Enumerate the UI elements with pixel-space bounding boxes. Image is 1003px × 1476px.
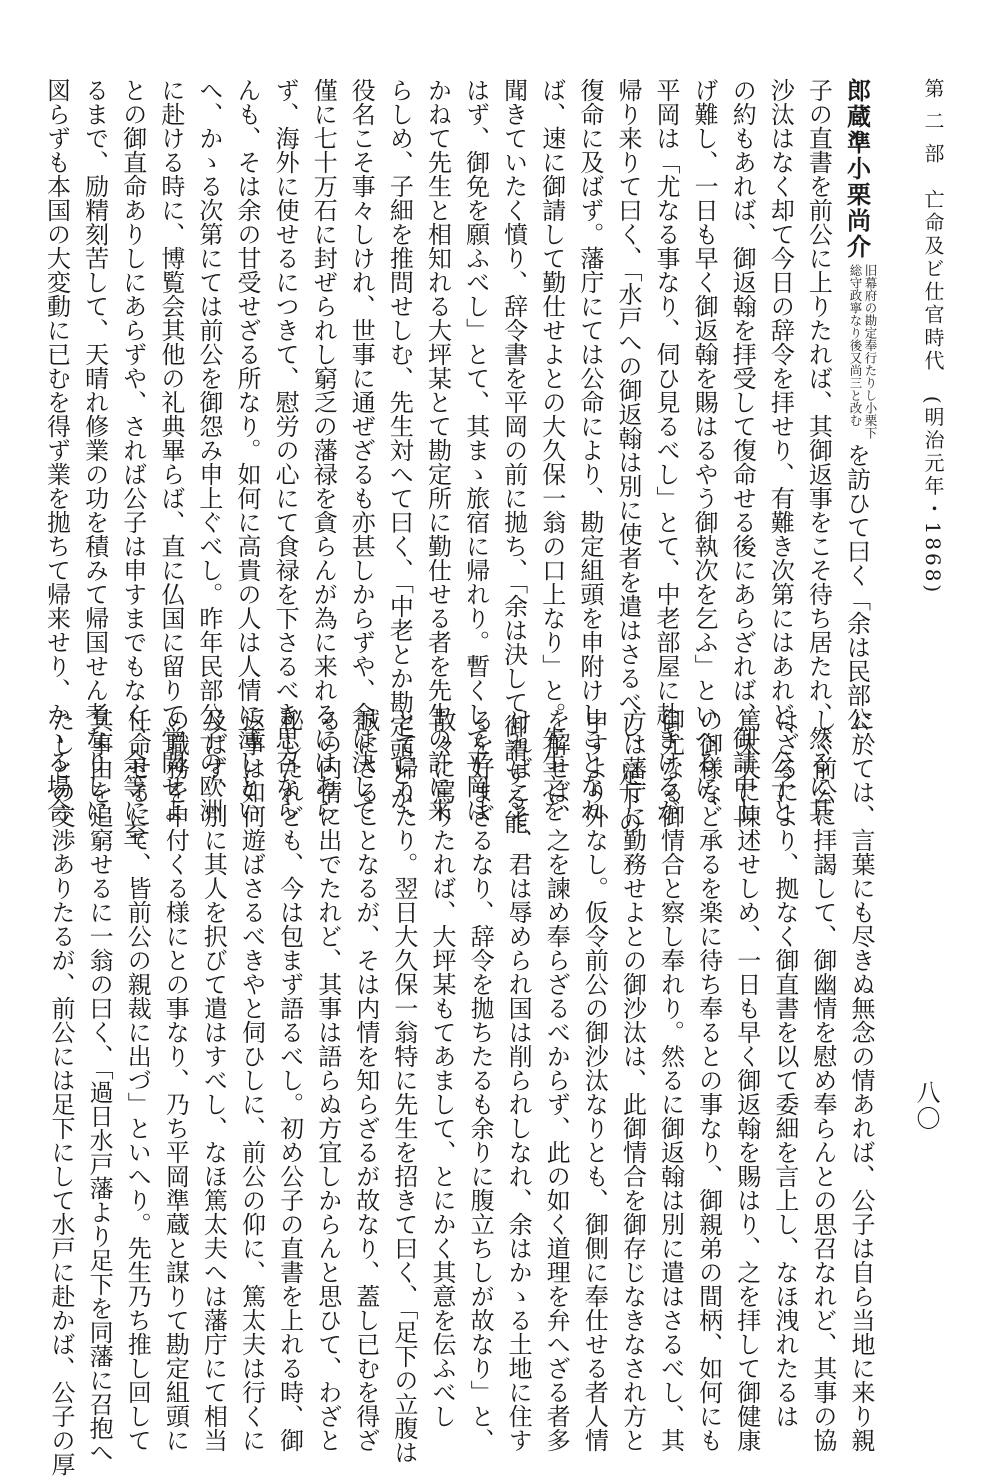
text-line: はざるにより、拠なく御直書を以て委細を言上し、なほ洩れたるは (770, 708, 799, 1428)
text-line: の職務を申付くる様にとの事なり、乃ち平岡準蔵と謀りて勘定組頭に (161, 708, 190, 1452)
text-line: 及ばず、別に其人を択びて遣はすべし、なほ篤太夫へは藩庁にて相当 (199, 708, 228, 1452)
note-line: 旧幕府の勘定奉行たりし小栗下 (863, 264, 878, 439)
text-line: 子の直書を前公に上りたれば、其御返事をこそ待ち居たれ、然るに其 (804, 78, 833, 822)
text-line: 任命せるにて、皆前公の親裁に出づ」といへり。先生乃ち推し回して (123, 708, 152, 1452)
text-line: に赴ける時に、博覧会其他の礼典畢らば、直に仏国に留りて学問せよ (156, 78, 185, 822)
text-line: ければこそ、君は辱められ国は削られしなれ、余はかゝる土地に住す (504, 708, 533, 1452)
text-line: 帰り来りて曰く、「水戸への御返翰は別に使者を遣はさるべし、足下の (613, 78, 642, 834)
text-line: 聞きていたく憤り、辞令書を平岡の前に拋ち、「余は決して御請する能 (499, 78, 528, 834)
text-line-rest: を訪ひて曰く「余は民部公 (842, 443, 871, 731)
text-line: ば、速に御請して勤仕せよとの大久保一翁の口上なり」と。先生之を (537, 78, 566, 822)
text-line: るの内情に出でたれど、其事は語らぬ方宜しからんと思ひて、わざと (313, 708, 342, 1452)
text-line: 図らずも本国の大変動に已むを得ず業を拋ちて帰来せり、かゝる場合 (42, 78, 71, 822)
text-line: げ難し、一日も早く御返翰を賜はるやう御執次を乞ふ」といへるに、 (690, 78, 719, 822)
text-line: 沙汰はなく却て今日の辞令を拝せり、有難き次第にはあれど、公子と (766, 78, 795, 822)
text-line: 復命に及ばず。藩庁にては公命により、勘定組頭を申附けしことなれ (575, 78, 604, 822)
text-line: へ、かゝる次第にては前公を御怨み申上ぐべし。昨年民部公子の欧洲 (194, 78, 223, 822)
text-line: 僅に七十万石に封ぜられし窮乏の藩禄を貪らんが為に来れるにはあら (309, 78, 338, 822)
text-line: 篤太夫に陳述せしめ、一日も早く御返翰を賜はり、之を拝して御健康 (732, 708, 761, 1452)
lower-lines (42, 708, 880, 1476)
text-line-first (837, 78, 878, 731)
text-line: んも、そは余の甘受せざる所なり。如何に高貴の人は人情に薄しとい (233, 78, 261, 822)
text-line: 返事は如何遊ばさるべきやと伺ひしに、前公の仰に、篤太夫は行くに (237, 708, 266, 1452)
text-line: の御様など承るを楽に待ち奉るとの事なり、御親弟の間柄、如何にも (694, 708, 723, 1452)
text-line: とて帰りたり。翌日大久保一翁特に先生を招きて曰く、「足下の立腹は (389, 708, 418, 1464)
text-line: を解せば、之を諫め奉らざるべからず、此の如く道理を弁へざる者多 (542, 708, 571, 1452)
text-line: るまで、励精刻苦して、天晴れ修業の功を積みて帰国せん考なりしに (80, 78, 109, 822)
text-line: 散々に罵りたれば、大坪某もてあまして、とにかく其意を伝ふべし (427, 708, 456, 1428)
page-number: 八〇 (912, 1080, 940, 1132)
text-line: しく前公に拝謁して、御幽情を慰め奉らんとの思召なれど、其事の協 (808, 708, 837, 1452)
text-line: 其事由を追窮せるに一翁の曰く、「過日水戸藩より足下を同藩に召抱へ (85, 708, 114, 1464)
text-line: るを好まざるなり、辞令を拋ちたるも余りに腹立ちしが故なり」と、 (466, 708, 495, 1452)
upper-text-block (42, 78, 878, 846)
text-line: かねて先生と相知れる大坪某とて勘定所に勤仕せる者を先生の許に来 (423, 78, 452, 822)
text-line: 方は藩庁に勤務せよとの御沙汰は、此御情合を御存じなきなされ方と (618, 708, 647, 1452)
text-line: との御直命ありしにあらずや、されば公子は申すまでもなく、余等に至 (118, 78, 147, 846)
warichu-note (848, 264, 878, 439)
lower-text-block (47, 708, 880, 1476)
text-line: 誠にさることなるが、そは内情を知らざるが故なり、蓋し已むを得ざ (351, 708, 380, 1452)
text-line: 平岡は「尤なる事なり、伺ひ見るべし」とて、中老部屋に赴きけるが (652, 78, 681, 822)
text-line: たしとの交渉ありたるが、前公には足下にして水戸に赴かば、公子の厚 (47, 708, 76, 1476)
upper-lines (37, 78, 837, 846)
text-line: 秘したれども、今は包まず語るべし。初め公子の直書を上れる時、御 (275, 708, 304, 1452)
note-line: 総守政寧なり後又尚三と改む (848, 264, 863, 427)
text-line: に於ては、言葉にも尽きぬ無念の情あれば、公子は自ら当地に来り親 (847, 708, 875, 1452)
text-line: はず、御免を願ふべし」とて、其まゝ旅宿に帰れり。暫くして平岡は (461, 78, 490, 822)
text-line: らしめ、子細を推問せしむ、先生対へて曰く、「中老とか勘定頭とか、 (385, 78, 414, 834)
text-line: 役名こそ事々しけれ、世事に通ぜざるも亦甚しからずや、余は決して (347, 78, 376, 822)
running-header: 第 二 部 亡命及ビ仕官時代 (明治元年・1868) (921, 78, 945, 596)
text-line: 申すより外なし。仮令前公の御沙汰なりとも、御側に奉仕せる者人情 (580, 708, 609, 1452)
text-line: の約もあれば、御返翰を拝受して復命せる後にあらざれば、御請申上 (728, 78, 757, 822)
text-line: ず、海外に使せるにつきて、慰労の心にて食禄を下さるべき思召なら (271, 78, 300, 822)
person-name: 郎蔵準小栗尚介 (842, 78, 872, 260)
text-line: 御尤なる御情合と察し奉れり。然るに御返翰は別に遣はさるべし、其 (656, 708, 685, 1452)
